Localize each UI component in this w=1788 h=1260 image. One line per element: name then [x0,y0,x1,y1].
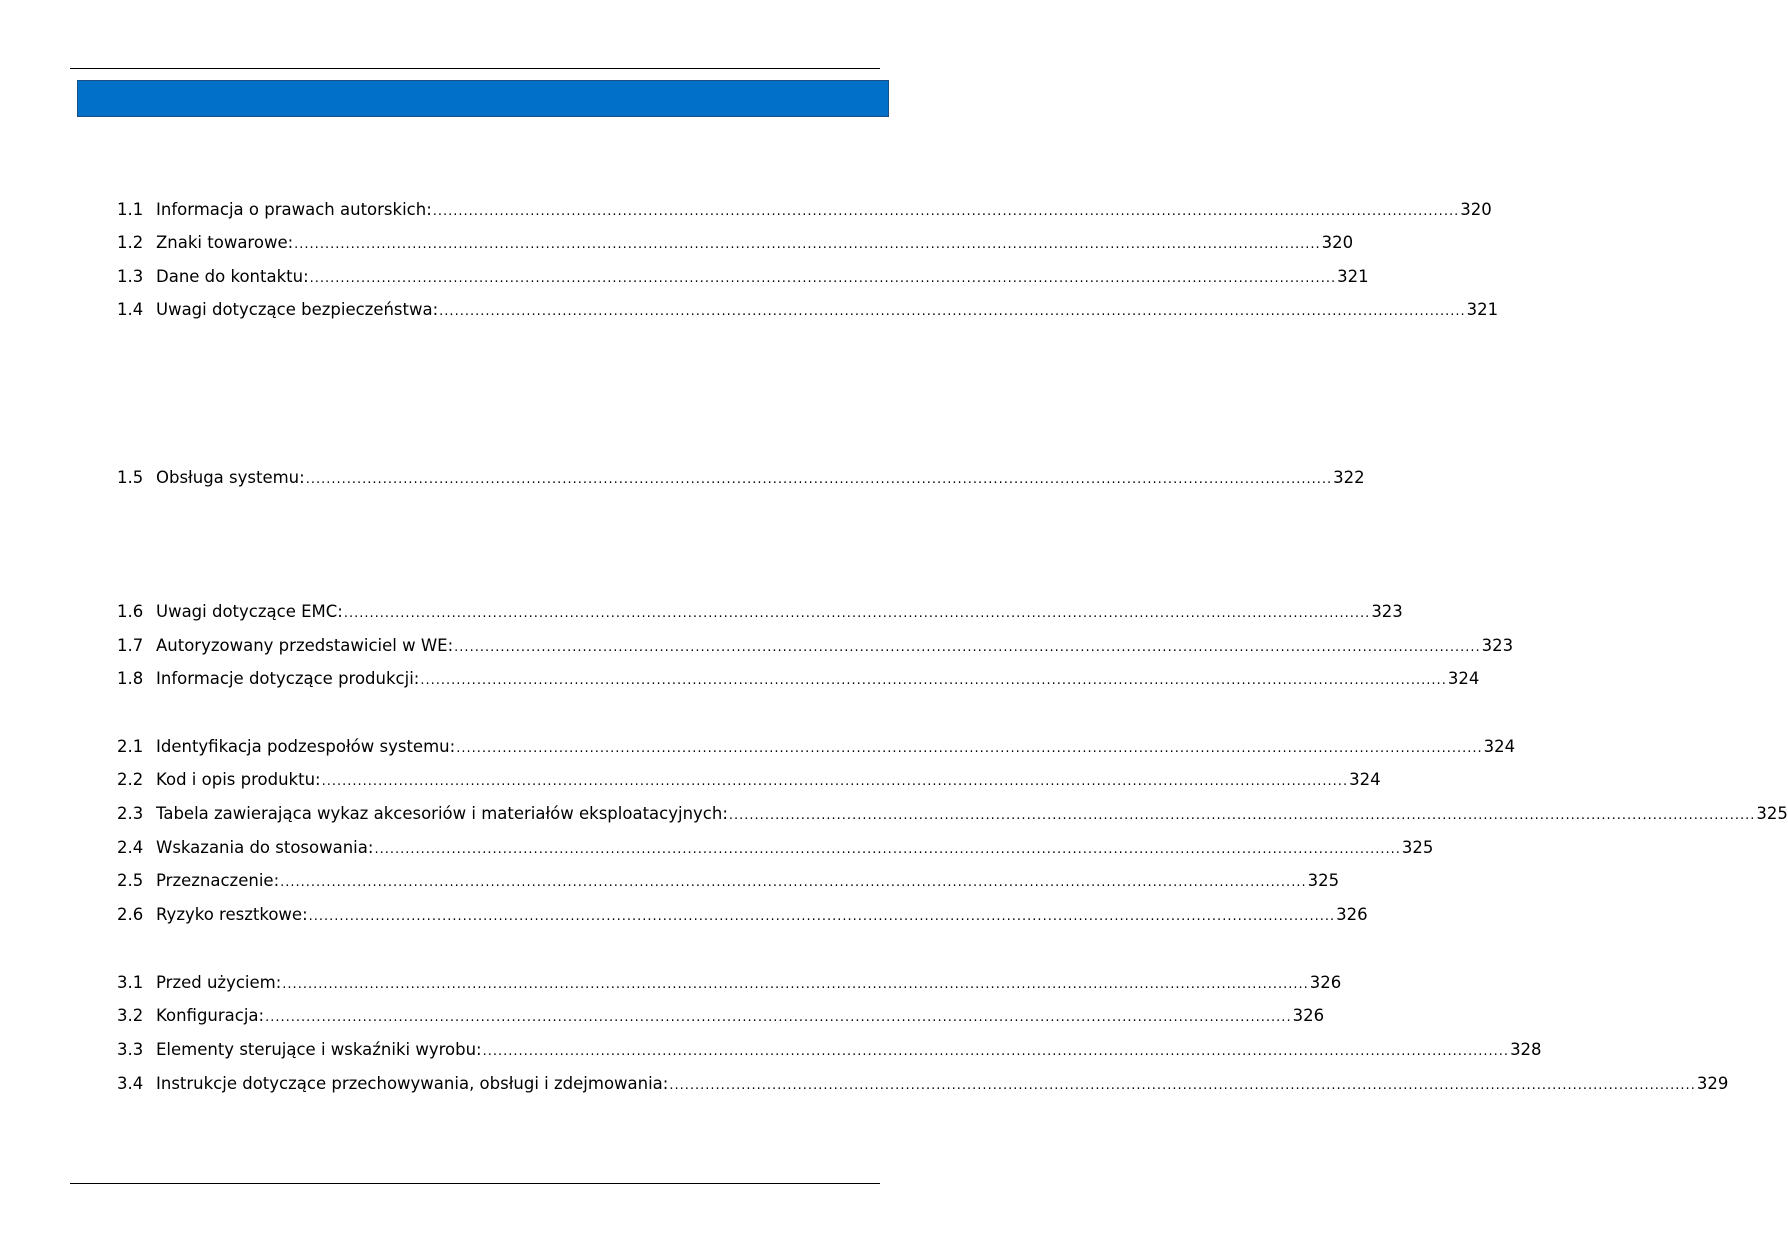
toc-entry[interactable] [117,835,1434,861]
toc-entry-title: Znaki towarowe: [156,233,294,252]
toc-dot-leader: ........................................................................................................................................................................................................ [308,909,1336,924]
toc-dot-leader: ........................................................................................................................................................................................................ [439,304,1466,319]
toc-dot-leader: ........................................................................................................................................................................................................ [728,808,1756,823]
toc-entry-page: 324 [1447,669,1480,688]
toc-entry-number: 2.6 [117,905,144,924]
toc-entry-page: 325 [1401,838,1434,857]
toc-entry-number: 2.1 [117,737,144,756]
toc-entry[interactable] [117,868,1340,894]
toc-entry-page: 323 [1481,636,1514,655]
toc-entry-title: Identyfikacja podzespołów systemu: [156,737,456,756]
toc-entry-page: 324 [1349,770,1381,789]
toc-entry-page: 324 [1483,737,1516,756]
toc-entry-page: 329 [1696,1074,1729,1093]
toc-dot-leader: ........................................................................................................................................................................................................ [282,977,1309,992]
toc-entry-number: 1.1 [117,200,144,219]
toc-entry-page: 320 [1460,200,1492,219]
toc-entry-number: 1.2 [117,233,144,252]
toc-dot-leader: ........................................................................................................................................................................................................ [305,472,1333,487]
toc-entry[interactable] [117,230,1354,256]
toc-dot-leader: ........................................................................................................................................................................................................ [294,237,1321,252]
toc-dot-leader: ........................................................................................................................................................................................................ [454,640,1481,655]
bottom-rule [70,1183,880,1184]
toc-entry[interactable] [117,767,1381,793]
toc-entry-title: Konfiguracja: [156,1006,265,1025]
toc-entry-number: 1.6 [117,602,144,621]
toc-entry-page: 321 [1466,300,1499,319]
toc-entry-title: Kod i opis produktu: [156,770,321,789]
toc-entry[interactable] [117,970,1342,996]
toc-entry-number: 2.2 [117,770,144,789]
toc-entry-page: 323 [1371,602,1403,621]
toc-entry-title: Dane do kontaktu: [156,267,309,286]
toc-entry-number: 1.5 [117,468,144,487]
toc-entry-title: Tabela zawierająca wykaz akcesoriów i materiałów eksploatacyjnych: [156,804,728,823]
toc-dot-leader: ........................................................................................................................................................................................................ [432,204,1460,219]
toc-entry-title: Obsługa systemu: [156,468,305,487]
toc-entry-page: 326 [1309,973,1342,992]
toc-entry-page: 326 [1292,1006,1325,1025]
toc-entry-number: 3.1 [117,973,144,992]
toc-entry-number: 1.7 [117,636,144,655]
toc-entry-number: 2.4 [117,838,144,857]
toc-dot-leader: ........................................................................................................................................................................................................ [456,741,1483,756]
toc-entry-page: 326 [1336,905,1368,924]
toc-entry[interactable] [117,1003,1325,1029]
toc-entry-number: 3.3 [117,1040,144,1059]
toc-entry-number: 3.2 [117,1006,144,1025]
toc-entry[interactable] [117,297,1499,323]
toc-entry-number: 3.4 [117,1074,144,1093]
toc-dot-leader: ........................................................................................................................................................................................................ [669,1078,1696,1093]
toc-entry-number: 2.3 [117,804,144,823]
toc-entry-number: 1.4 [117,300,144,319]
toc-dot-leader: ........................................................................................................................................................................................................ [482,1044,1510,1059]
toc-dot-leader: ........................................................................................................................................................................................................ [343,606,1371,621]
toc-entry-title: Informacja o prawach autorskich: [156,200,432,219]
toc-entry-page: 325 [1756,804,1788,823]
toc-entry[interactable] [117,264,1369,290]
toc-entry-page: 321 [1337,267,1369,286]
toc-dot-leader: ........................................................................................................................................................................................................ [321,774,1349,789]
toc-entry-page: 320 [1321,233,1354,252]
toc-entry-title: Uwagi dotyczące bezpieczeństwa: [156,300,439,319]
toc-entry-title: Przeznaczenie: [156,871,280,890]
toc-entry-number: 2.5 [117,871,144,890]
toc-entry[interactable] [117,633,1514,659]
toc-entry[interactable] [117,902,1368,928]
toc-entry-title: Wskazania do stosowania: [156,838,374,857]
toc-dot-leader: ........................................................................................................................................................................................................ [309,271,1337,286]
toc-entry[interactable] [117,1037,1542,1063]
toc-entry[interactable] [117,801,1788,827]
toc-entry-title: Ryzyko resztkowe: [156,905,308,924]
toc-entry-title: Elementy sterujące i wskaźniki wyrobu: [156,1040,482,1059]
toc-entry-title: Przed użyciem: [156,973,282,992]
toc-entry[interactable] [117,734,1516,760]
toc-dot-leader: ........................................................................................................................................................................................................ [265,1010,1292,1025]
toc-entry-number: 1.3 [117,267,144,286]
toc-entry-title: Instrukcje dotyczące przechowywania, obsługi i zdejmowania: [156,1074,669,1093]
toc-entry-page: 322 [1333,468,1365,487]
toc-entry[interactable] [117,1071,1729,1097]
toc-entry[interactable] [117,197,1492,223]
toc-entry-page: 328 [1510,1040,1542,1059]
toc-entry-title: Informacje dotyczące produkcji: [156,669,420,688]
toc-dot-leader: ........................................................................................................................................................................................................ [280,875,1307,890]
toc-entry-number: 1.8 [117,669,144,688]
toc-entry[interactable] [117,666,1480,692]
toc-entry-title: Uwagi dotyczące EMC: [156,602,343,621]
toc-entry[interactable] [117,599,1403,625]
toc-entry-page: 325 [1307,871,1340,890]
section-header-bar [77,80,889,117]
toc-entry-title: Autoryzowany przedstawiciel w WE: [156,636,454,655]
toc-entry[interactable] [117,465,1365,491]
toc-dot-leader: ........................................................................................................................................................................................................ [374,842,1401,857]
top-rule [70,68,880,69]
toc-dot-leader: ........................................................................................................................................................................................................ [420,673,1447,688]
